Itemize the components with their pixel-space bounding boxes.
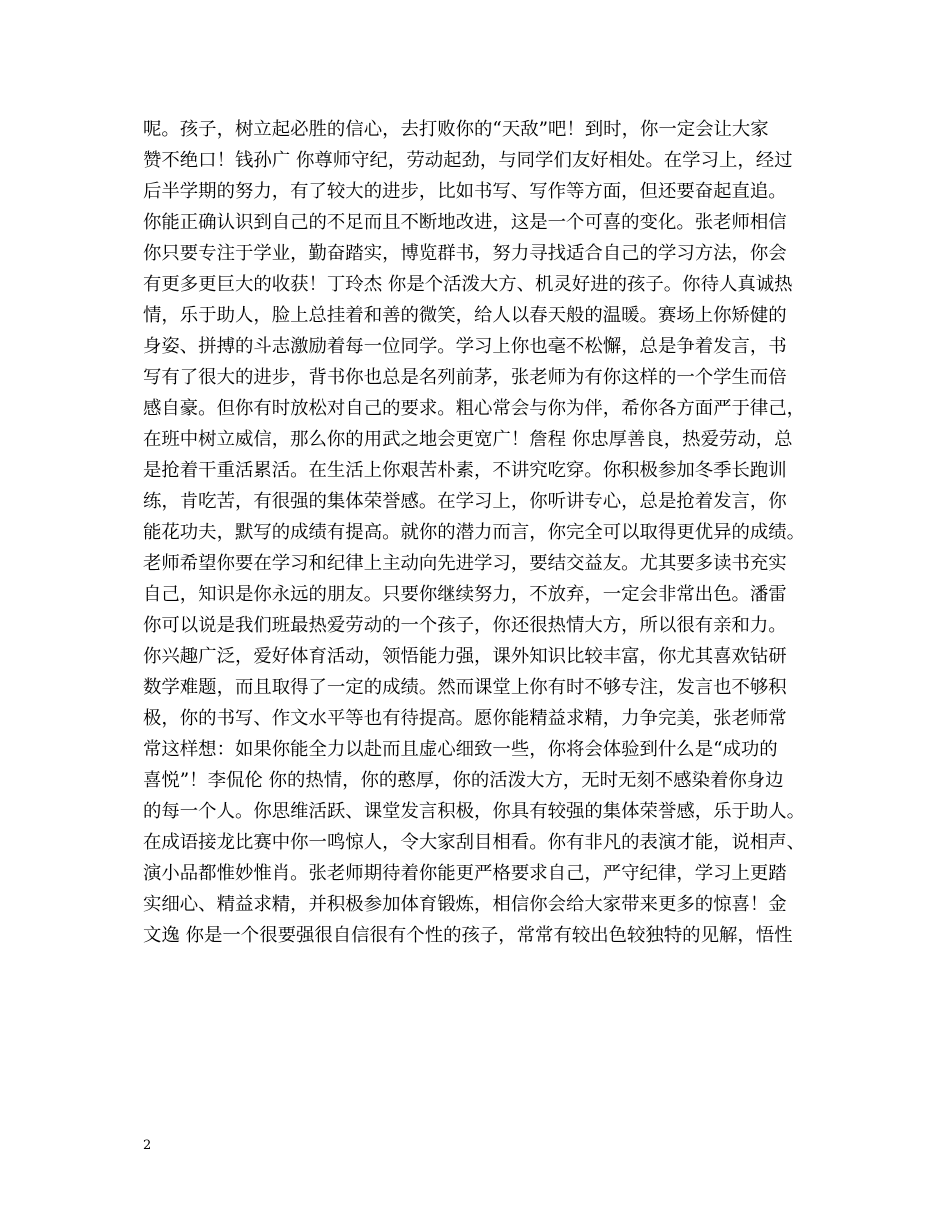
text-line: 是抢着干重活累活。在生活上你艰苦朴素，不讲究吃穿。你积极参加冬季长跑训: [143, 460, 787, 481]
text-line: 数学难题，而且取得了一定的成绩。然而课堂上你有时不够专注，发言也不够积: [143, 677, 787, 698]
text-line: 你只要专注于学业，勤奋踏实，博览群书，努力寻找适合自己的学习方法，你会: [143, 243, 787, 264]
text-line: 感自豪。但你有时放松对自己的要求。粗心常会与你为伴，希你各方面严于律己，: [143, 398, 806, 419]
text-line: 实细心、精益求精，并积极参加体育锻炼，相信你会给大家带来更多的惊喜！金: [143, 894, 787, 915]
text-line: 身姿、拼搏的斗志激励着每一位同学。学习上你也毫不松懈，总是争着发言，书: [143, 336, 787, 357]
text-line: 练，肯吃苦，有很强的集体荣誉感。在学习上，你听讲专心，总是抢着发言，你: [143, 491, 787, 512]
text-line: 能花功夫，默写的成绩有提高。就你的潜力而言，你完全可以取得更优异的成绩。: [143, 522, 806, 543]
text-line: 呢。孩子，树立起必胜的信心，去打败你的“天敌”吧！到时，你一定会让大家: [143, 119, 769, 140]
text-line: 的每一个人。你思维活跃、课堂发言积极，你具有较强的集体荣誉感，乐于助人。: [143, 801, 806, 822]
text-line: 文逸 你是一个很要强很自信很有个性的孩子，常常有较出色较独特的见解，悟性: [143, 925, 793, 946]
text-line: 你可以说是我们班最热爱劳动的一个孩子，你还很热情大方，所以很有亲和力。: [143, 615, 787, 636]
text-line: 自己，知识是你永远的朋友。只要你继续努力，不放弃，一定会非常出色。潘雷: [143, 584, 787, 605]
text-line: 常这样想：如果你能全力以赴而且虚心细致一些，你将会体验到什么是“成功的: [143, 739, 778, 760]
text-line: 有更多更巨大的收获！丁玲杰 你是个活泼大方、机灵好进的孩子。你待人真诚热: [143, 274, 793, 295]
page-number: 2: [143, 1138, 152, 1153]
text-line: 后半学期的努力，有了较大的进步，比如书写、写作等方面，但还要奋起直追。: [143, 181, 787, 202]
text-line: 喜悦”！李侃伦 你的热情，你的憨厚，你的活泼大方，无时无刻不感染着你身边: [143, 770, 784, 791]
text-line: 赞不绝口！钱孙广 你尊师守纪，劳动起劲，与同学们友好相处。在学习上，经过: [143, 150, 793, 171]
text-line: 你兴趣广泛，爱好体育活动，领悟能力强，课外知识比较丰富，你尤其喜欢钻研: [143, 646, 787, 667]
text-line: 在成语接龙比赛中你一鸣惊人，令大家刮目相看。你有非凡的表演才能，说相声、: [143, 832, 806, 853]
text-line: 极，你的书写、作文水平等也有待提高。愿你能精益求精，力争完美，张老师常: [143, 708, 787, 729]
text-line: 情，乐于助人，脸上总挂着和善的微笑，给人以春天般的温暖。赛场上你矫健的: [143, 305, 787, 326]
text-line: 在班中树立威信，那么你的用武之地会更宽广！詹程 你忠厚善良，热爱劳动，总: [143, 429, 793, 450]
body-text: [143, 114, 843, 951]
text-line: 你能正确认识到自己的不足而且不断地改进，这是一个可喜的变化。张老师相信: [143, 212, 787, 233]
text-line: 写有了很大的进步，背书你也总是名列前茅，张老师为有你这样的一个学生而倍: [143, 367, 787, 388]
text-line: 演小品都惟妙惟肖。张老师期待着你能更严格要求自己，严守纪律，学习上更踏: [143, 863, 787, 884]
text-line: 老师希望你要在学习和纪律上主动向先进学习，要结交益友。尤其要多读书充实: [143, 553, 787, 574]
